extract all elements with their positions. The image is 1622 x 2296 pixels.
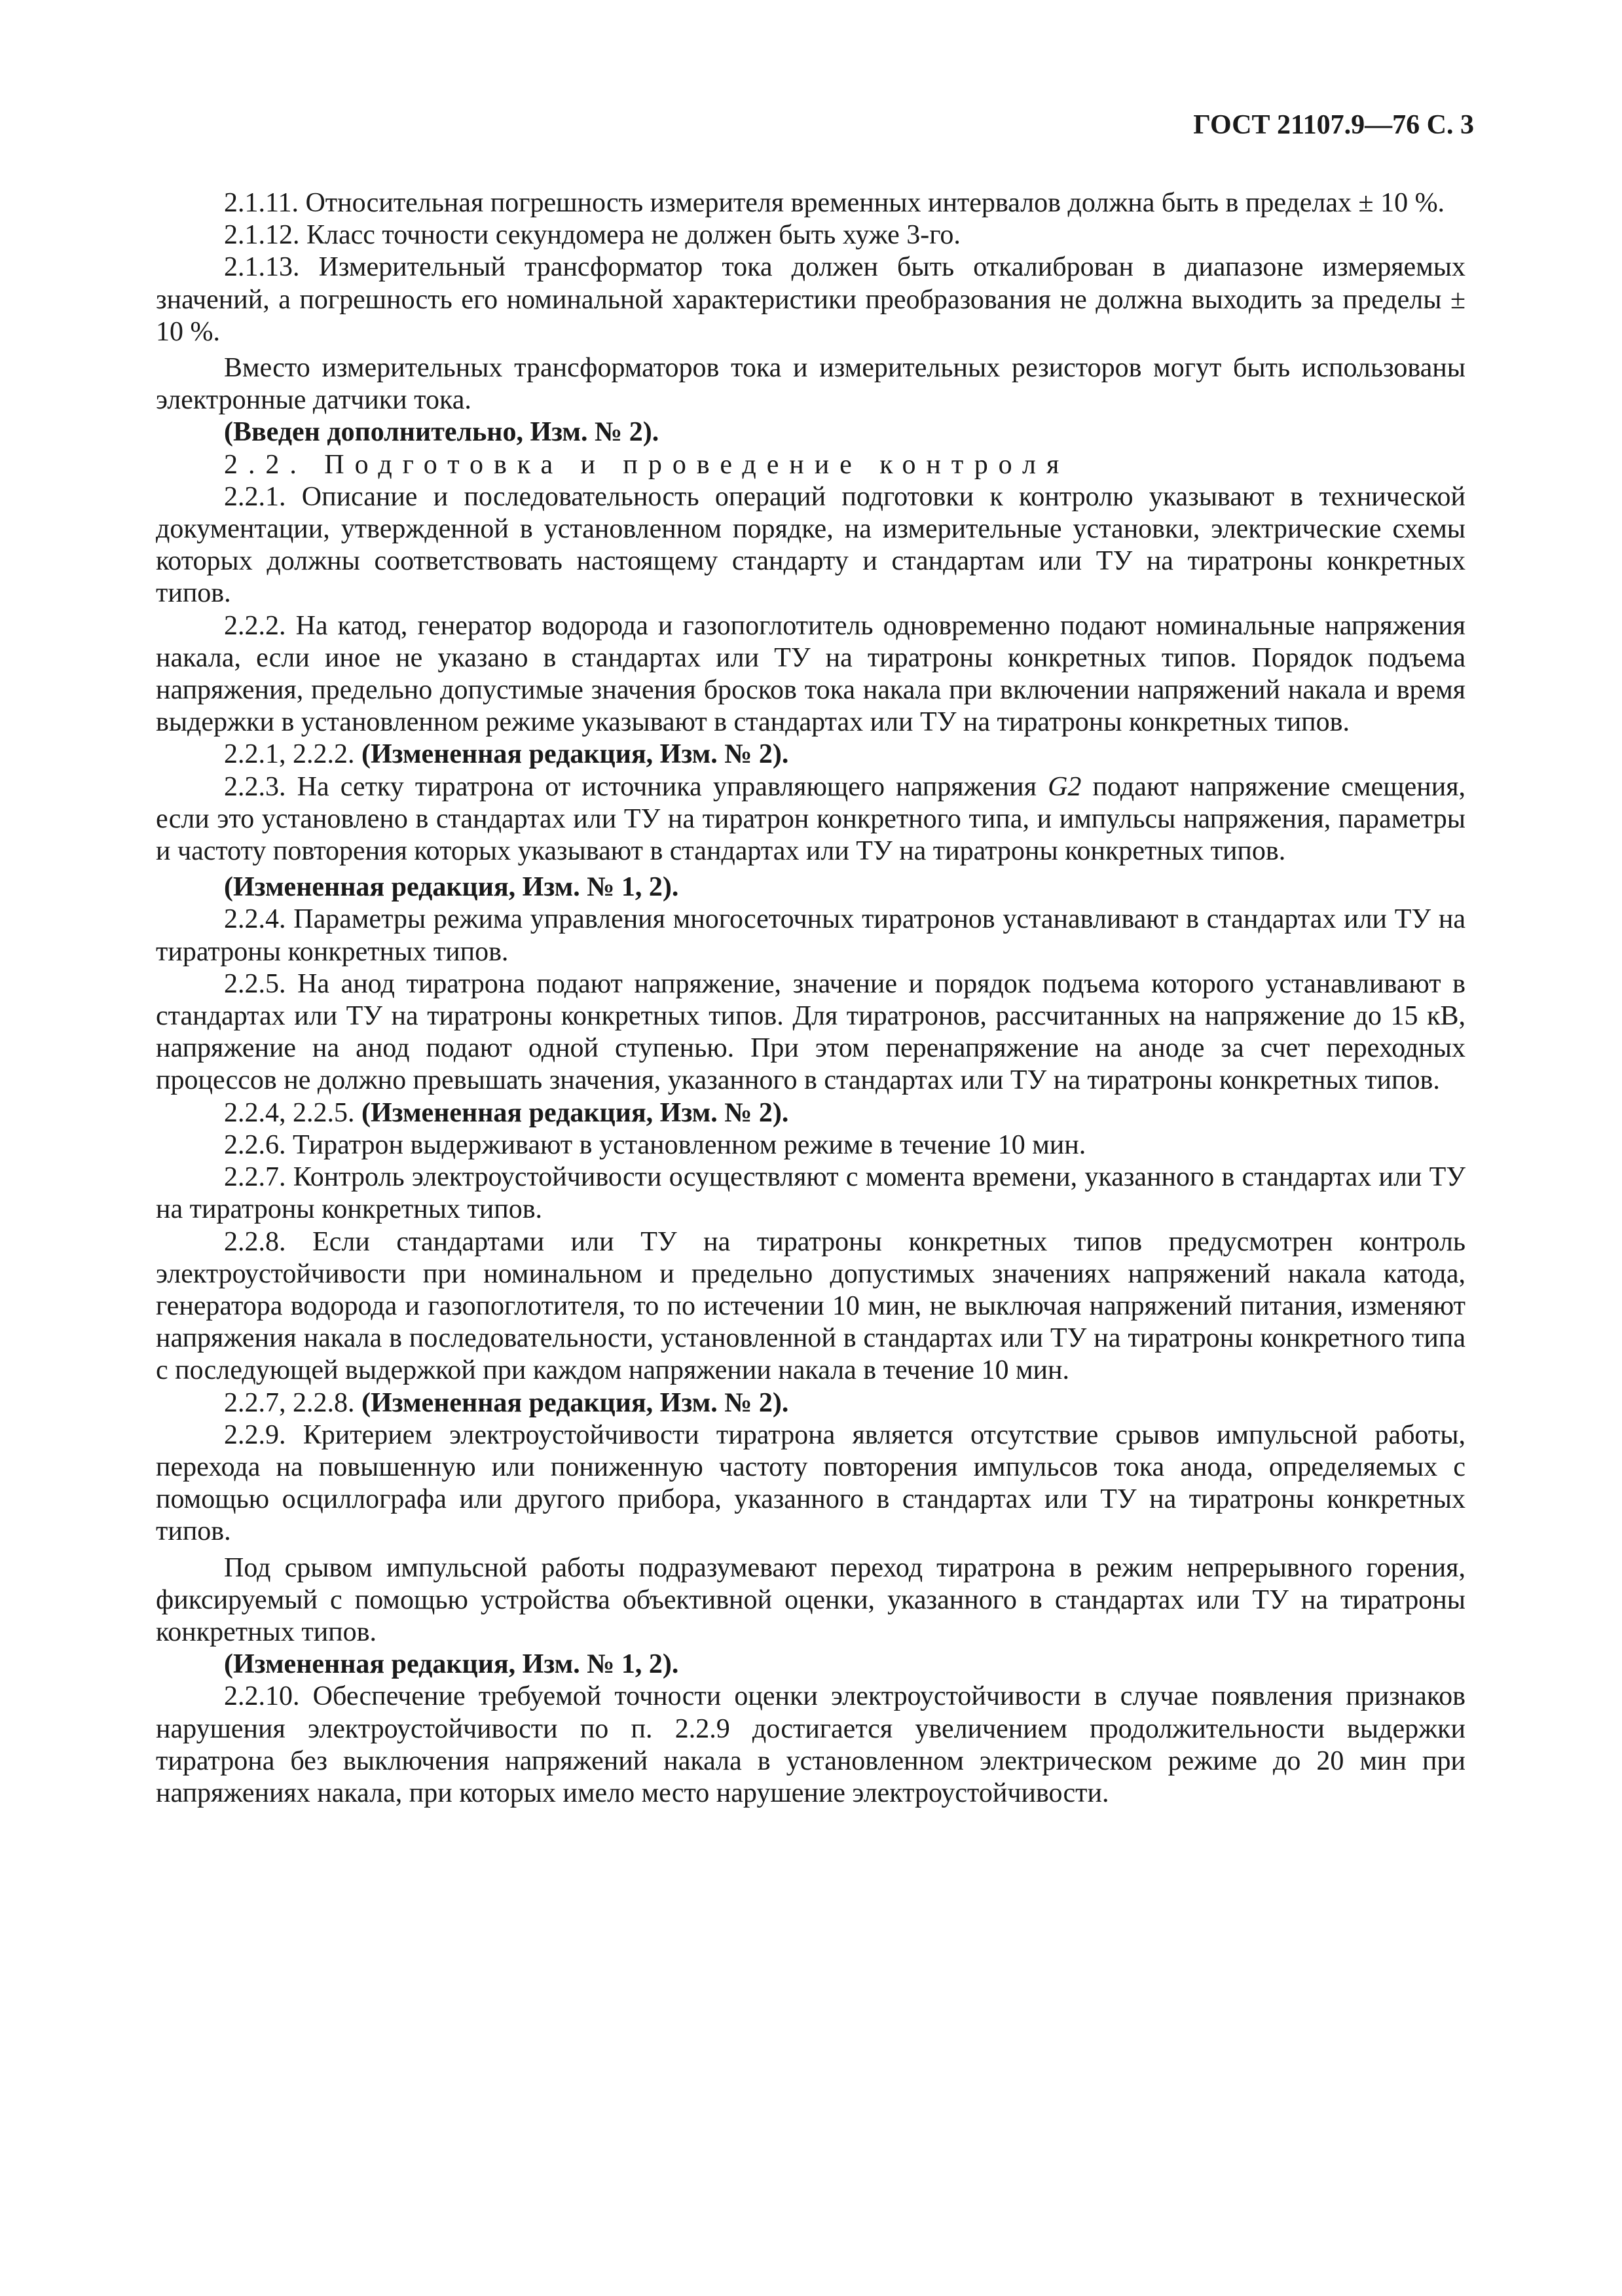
amendment-text: (Измененная редакция, Изм. № 2). (361, 1097, 789, 1128)
amendment-clauses: 2.2.4, 2.2.5. (224, 1097, 355, 1128)
section-heading-2-2: 2.2. Подготовка и проведение контроля (224, 449, 1070, 480)
amendment-clauses: 2.2.1, 2.2.2. (224, 739, 355, 770)
amendment-note: (Введен дополнительно, Изм. № 2). (224, 417, 659, 448)
clause-2-2-10: 2.2.10. Обеспечение требуемой точности оценки электроустойчивости в случае появления признаков нарушения электроустойчивости по п. 2.2.9 достигается увеличением продолжительности выдержки тиратрона без выключения напряжений накала в установленном электрическом режиме до 20 мин при напряжениях накала, при которых имело место нарушение электроустойчивости. (156, 1681, 1465, 1808)
clause-2-2-7: 2.2.7. Контроль электроустойчивости осуществляют с момента времени, указанного в стандартах или ТУ на тиратроны конкретных типов. (156, 1162, 1465, 1225)
page-header: ГОСТ 21107.9—76 С. 3 (1193, 110, 1474, 140)
amendment-note (156, 1387, 1465, 1419)
clause-2-2-2: 2.2.2. На катод, генератор водорода и газопоглотитель одновременно подают номинальные напряжения накала, если иное не указано в стандартах или ТУ на тиратроны конкретных типов. Порядок подъема напряжения, предельно допустимые значения бросков тока накала при включении напряжений накала и время выдержки в установленном режиме указывают в стандартах или ТУ на тиратроны конкретных типов. (156, 610, 1465, 738)
document-body (156, 187, 1465, 1810)
clause-2-1-13: 2.1.13. Измерительный трансформатор тока должен быть откалиброван в диапазоне измеряемых значений, а погрешность его номинальной характеристики преобразования не должна выходить за пределы ± 10 %. (156, 252, 1465, 347)
amendment-note (156, 738, 1465, 771)
clause-2-2-9: 2.2.9. Критерием электроустойчивости тиратрона является отсутствие срывов импульсной работы, перехода на повышенную или пониженную частоту повторения импульсов тока анода, определяемых с помощью осциллографа или другого прибора, указанного в стандартах или ТУ на тиратроны конкретных типов. (156, 1419, 1465, 1547)
amendment-text: (Измененная редакция, Изм. № 2). (361, 739, 789, 770)
clause-2-2-8: 2.2.8. Если стандартами или ТУ на тиратроны конкретных типов предусмотрен контроль электроустойчивости при номинальном и предельно допустимых значениях напряжений накала катода, генератора водорода и газопоглотителя, то по истечении 10 мин, не выключая напряжений питания, изменяют напряжения накала в последовательности, установленной в стандартах или ТУ на тиратроны конкретного типа с последующей выдержкой при каждом напряжении накала в течение 10 мин. (156, 1226, 1465, 1386)
amendment-note (156, 1097, 1465, 1129)
amendment-clauses: 2.2.7, 2.2.8. (224, 1387, 355, 1418)
clause-2-2-5: 2.2.5. На анод тиратрона подают напряжение, значение и порядок подъема которого устанавливают в стандартах или ТУ на тиратроны конкретных типов. Для тиратронов, рассчитанных на напряжение до 15 кВ, напряжение на анод подают одной ступенью. При этом перенапряжение на аноде за счет переходных процессов не должно превышать значения, указанного в стандартах или ТУ на тиратроны конкретных типов. (156, 968, 1465, 1096)
amendment-text: (Измененная редакция, Изм. № 2). (361, 1387, 789, 1418)
clause-2-1-13-note: Вместо измерительных трансформаторов тока и измерительных резисторов могут быть использованы электронные датчики тока. (156, 353, 1465, 416)
amendment-note: (Измененная редакция, Изм. № 1, 2). (224, 1649, 679, 1680)
clause-2-1-12: 2.1.12. Класс точности секундомера не должен быть хуже 3-го. (224, 220, 961, 251)
clause-2-2-6: 2.2.6. Тиратрон выдерживают в установленном режиме в течение 10 мин. (224, 1129, 1086, 1160)
clause-2-2-1: 2.2.1. Описание и последовательность операций подготовки к контролю указывают в технической документации, утвержденной в установленном порядке, на измерительные установки, электрические схемы которых должны соответствовать настоящему стандарту и стандартам или ТУ на тиратроны конкретных типов. (156, 481, 1465, 609)
clause-2-2-4: 2.2.4. Параметры режима управления многосеточных тиратронов устанавливают в стандартах или ТУ на тиратроны конкретных типов. (156, 904, 1465, 967)
source-label: G2 (1048, 771, 1082, 802)
clause-2-1-11: 2.1.11. Относительная погрешность измерителя временных интервалов должна быть в пределах ± 10 %. (224, 188, 1445, 218)
clause-2-2-9-note: Под срывом импульсной работы подразумевают переход тиратрона в режим непрерывного горения, фиксируемый с помощью устройства объективной оценки, указанного в стандартах или ТУ на тиратроны конкретных типов. (156, 1552, 1465, 1647)
amendment-note: (Измененная редакция, Изм. № 1, 2). (224, 872, 679, 903)
clause-2-2-3: 2.2.3. На сетку тиратрона от источника управляющего напряжения G2 подают напряжение смещения, если это установлено в стандартах или ТУ на тиратрон конкретного типа, и импульсы напряжения, параметры и частоту повторения которых указывают в стандартах или ТУ на тиратроны конкретных типов. (156, 771, 1466, 867)
